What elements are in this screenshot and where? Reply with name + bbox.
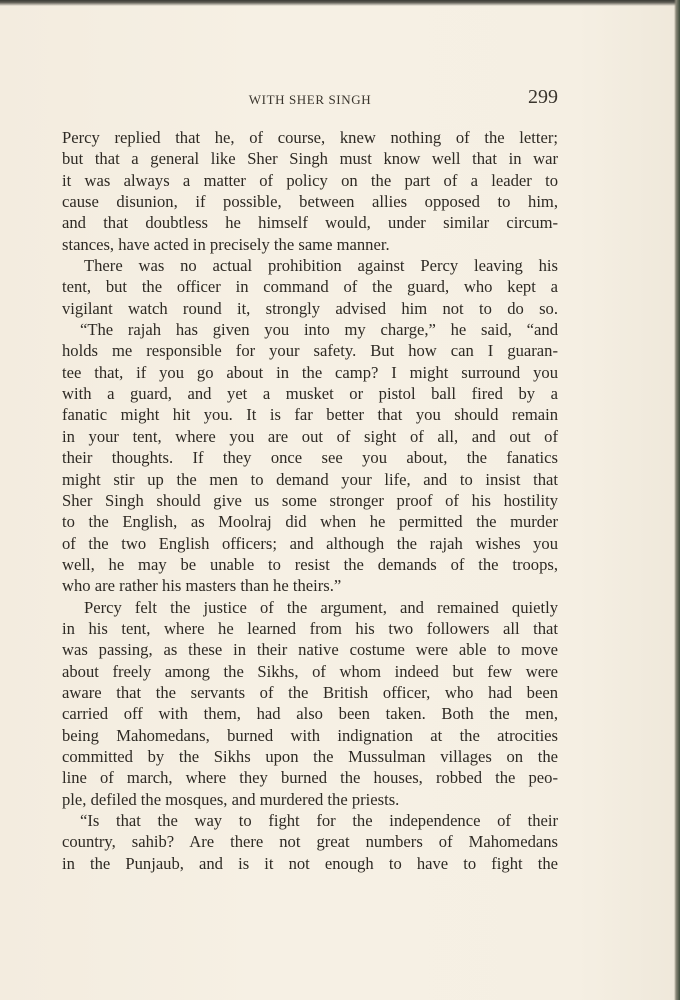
text-line: fanatic might hit you. It is far better that you should remain bbox=[62, 405, 558, 425]
text-line: aware that the servants of the British officer, who had been bbox=[62, 682, 558, 702]
text-line: committed by the Sikhs upon the Mussulman villages on the bbox=[62, 746, 558, 766]
text-line: well, he may be unable to resist the demands of the troops, bbox=[62, 554, 558, 574]
text-line: “Is that the way to fight for the independence of their bbox=[80, 811, 558, 830]
body-text bbox=[62, 127, 558, 874]
text-line: cause disunion, if possible, between allies opposed to him, bbox=[62, 192, 558, 212]
text-line: in your tent, where you are out of sight of all, and out of bbox=[62, 426, 558, 446]
text-line: carried off with them, had also been taken. Both the men, bbox=[62, 704, 558, 724]
text-line: was passing, as these in their native costume were able to move bbox=[62, 640, 558, 660]
page-top-edge bbox=[0, 0, 680, 6]
text-line: being Mahomedans, burned with indignation at the atrocities bbox=[62, 725, 558, 745]
text-line: and that doubtless he himself would, under similar circum- bbox=[62, 213, 558, 233]
text-line: about freely among the Sikhs, of whom indeed but few were bbox=[62, 661, 558, 681]
text-line: tee that, if you go about in the camp? I might surround you bbox=[62, 362, 558, 382]
text-line: country, sahib? Are there not great numbers of Mahomedans bbox=[62, 832, 558, 852]
text-line: Sher Singh should give us some stronger proof of his hostility bbox=[62, 490, 558, 510]
text-line: of the two English officers; and although the rajah wishes you bbox=[62, 533, 558, 553]
text-line: with a guard, and yet a musket or pistol ball fired by a bbox=[62, 384, 558, 404]
text-line: in the Punjaub, and is it not enough to have to fight the bbox=[62, 853, 558, 873]
text-line: in his tent, where he learned from his two followers all that bbox=[62, 618, 558, 638]
text-line: who are rather his masters than he theirs.” bbox=[62, 576, 342, 596]
text-line: stances, have acted in precisely the same manner. bbox=[62, 234, 390, 254]
text-line: There was no actual prohibition against Percy leaving his bbox=[84, 256, 558, 276]
text-line: their thoughts. If they once see you about, the fanatics bbox=[62, 448, 558, 468]
text-line: Percy replied that he, of course, knew nothing of the letter; bbox=[62, 128, 558, 147]
text-line: “The rajah has given you into my charge,” he said, “and bbox=[80, 320, 558, 340]
text-line: ple, defiled the mosques, and murdered the priests. bbox=[62, 789, 400, 809]
text-line: it was always a matter of policy on the part of a leader to bbox=[62, 170, 558, 190]
text-line: tent, but the officer in command of the guard, who kept a bbox=[62, 277, 558, 297]
text-line: vigilant watch round it, strongly advised him not to do so. bbox=[62, 298, 558, 318]
text-line: might stir up the men to demand your life, and to insist that bbox=[62, 469, 558, 489]
text-line: line of march, where they burned the houses, robbed the peo- bbox=[62, 768, 558, 788]
text-line: holds me responsible for your safety. But how can I guaran- bbox=[62, 341, 558, 361]
running-header-title: WITH SHER SINGH bbox=[248, 92, 372, 107]
page-number: 299 bbox=[528, 86, 558, 108]
text-line: Percy felt the justice of the argument, and remained quietly bbox=[84, 597, 558, 617]
text-line: to the English, as Moolraj did when he permitted the murder bbox=[62, 512, 558, 532]
running-header bbox=[62, 86, 558, 116]
page-spine-edge bbox=[674, 0, 680, 1000]
text-line: but that a general like Sher Singh must know well that in war bbox=[62, 149, 558, 169]
